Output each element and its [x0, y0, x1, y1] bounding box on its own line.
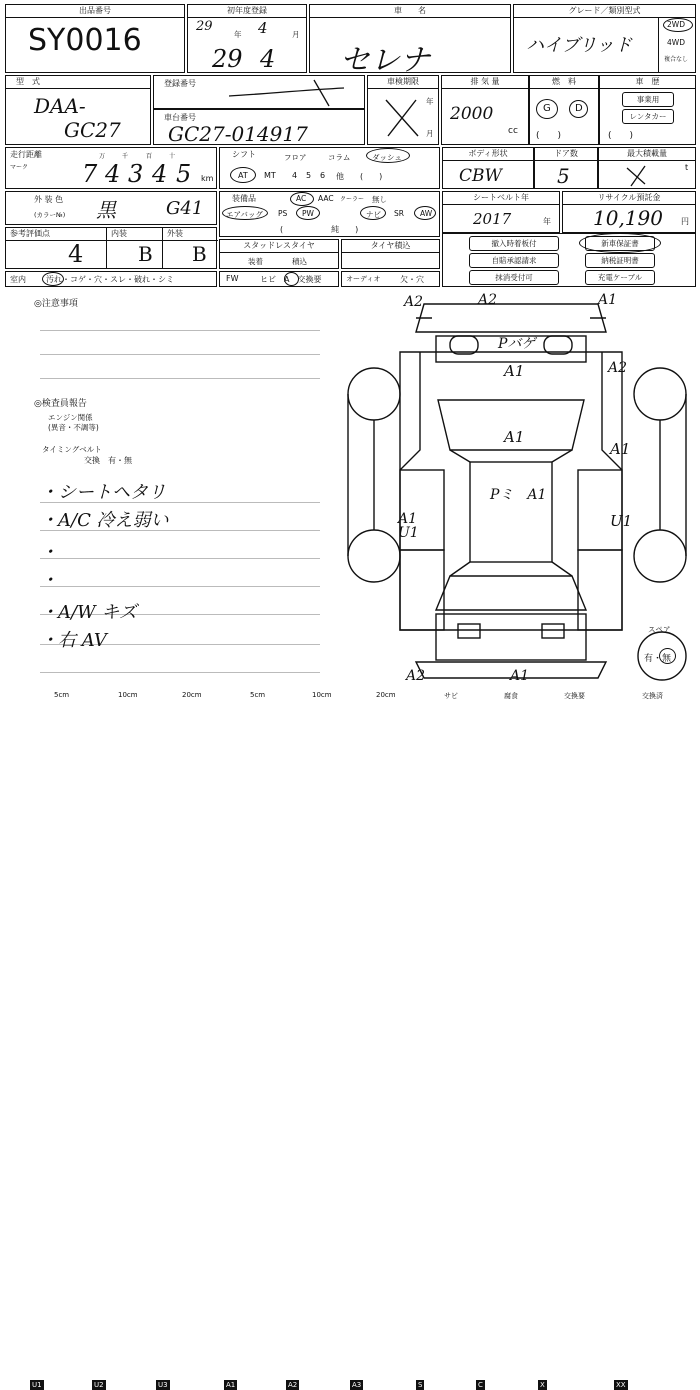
drive-4wd: 4WD: [667, 38, 685, 47]
fuel-d-circle: [569, 100, 588, 118]
model-name-box: [309, 4, 511, 78]
fuel-g-circle: [536, 99, 558, 119]
drive-other: 複合なし: [664, 56, 689, 63]
color-box: [5, 191, 217, 225]
dmg-mark-9: Pミ A1: [490, 487, 547, 503]
grade-label: グレード／類別型式: [514, 5, 695, 18]
dmg-mark-13: A1: [510, 668, 530, 684]
doors-label: ドア数: [535, 148, 597, 161]
spare-value: 有・無: [644, 654, 672, 664]
history-paren: ( ): [608, 131, 634, 141]
inspection-month-unit: 月: [426, 129, 434, 138]
color-label: 外 装 色: [34, 195, 64, 204]
capacity-cross: [623, 164, 653, 188]
grade-box: [513, 4, 696, 73]
scores-interior-label: 内装: [106, 228, 162, 241]
notes-line-3: [40, 378, 320, 379]
scores-label: 参考評価点: [6, 228, 106, 241]
capacity-unit: t: [685, 163, 689, 172]
lot-box: [5, 4, 185, 73]
reg-no-box: [153, 75, 365, 109]
legend-strip: [30, 690, 696, 1389]
legend-16: X: [540, 1381, 545, 1389]
equipment-none: 無し: [372, 195, 387, 204]
docs-box: [442, 233, 696, 287]
scores-overall: 4: [68, 240, 84, 268]
engine-sub: (異音・不調等): [48, 423, 99, 432]
recycle-value: 10,190: [593, 206, 663, 230]
remark-6: ・右 AV: [40, 630, 107, 651]
lot-number: SY0016: [28, 23, 142, 58]
fuel-g: G: [543, 103, 551, 114]
color-value: 黒: [96, 198, 116, 222]
spare-value-circle: [659, 648, 676, 664]
notes-line-1: [40, 330, 320, 331]
remark-2: ・A/C 冷え弱い: [40, 510, 169, 531]
doc-1-circle: [579, 233, 661, 253]
shift-4: 4: [292, 171, 298, 180]
shift-other: 他: [336, 172, 344, 181]
rear-window: [436, 576, 586, 610]
legend-14: C: [478, 1381, 483, 1389]
legend-4: U3: [158, 1381, 168, 1389]
doc-3: 納税証明書: [585, 253, 655, 268]
door-left-rear: [400, 550, 444, 630]
fuel-d: D: [575, 103, 583, 114]
fw-items: ヒビ A 交換要: [260, 275, 322, 284]
fuel-box: [529, 75, 599, 145]
front-bumper: [416, 304, 606, 332]
fuel-paren: ( ): [536, 131, 562, 141]
studless-opt2: 積込: [292, 257, 307, 266]
first-reg-year-small: 29: [196, 19, 213, 34]
model-name-value: セレナ: [340, 43, 430, 78]
seatbelt-unit: 年: [543, 217, 551, 226]
fw-box: [219, 271, 339, 287]
inspection-label: 車検期限: [368, 76, 438, 89]
doors-box: [534, 147, 598, 189]
equipment-navi: ナビ: [366, 210, 381, 219]
equipment-box: [219, 191, 440, 237]
inspection-box: [367, 75, 439, 145]
shift-floor: フロア: [284, 153, 307, 162]
lot-label: 出品番号: [6, 5, 184, 18]
grade-value: ハイブリッド: [526, 35, 633, 56]
tire-load-label: タイヤ積込: [342, 240, 439, 253]
equipment-aw: AW: [420, 209, 433, 218]
drive-2wd-circle: [663, 18, 693, 32]
audio-label: オーディオ: [346, 275, 381, 283]
chassis-label: 車台番号: [164, 113, 196, 122]
notes-line-2: [40, 354, 320, 355]
wheel-front-left: [348, 368, 400, 420]
notes-title: ◎注意事項: [34, 299, 78, 309]
dmg-mark-8: A1: [504, 428, 525, 446]
dmg-mark-5: A1: [504, 362, 525, 380]
body-type-value: CBW: [459, 166, 502, 186]
scores-box: [5, 227, 217, 269]
mileage-digit-2: 4: [105, 160, 121, 188]
mileage-digit-1: 7: [82, 160, 98, 188]
fw-label: FW: [226, 274, 239, 283]
fw-a-circle: [284, 272, 299, 286]
audio-items: 欠・穴: [400, 275, 424, 284]
legend-18: XX: [616, 1381, 626, 1389]
recycle-label: リサイクル預託金: [563, 192, 695, 205]
dmg-mark-12: A2: [406, 668, 426, 684]
drive-2wd: 2WD: [667, 20, 685, 29]
first-reg-month: 4: [260, 45, 276, 73]
legend-3: 10cm: [118, 691, 138, 699]
timing-sub: 交換 有・無: [84, 456, 132, 465]
fuel-label: 燃 料: [530, 76, 598, 89]
mileage-unit: km: [201, 174, 214, 183]
legend-10: A3: [352, 1381, 362, 1389]
chassis-value: GC27-014917: [168, 122, 308, 146]
equipment-pw-circle: [296, 206, 320, 220]
scores-exterior: B: [192, 242, 207, 266]
shift-extra: ( ): [360, 172, 383, 181]
color-code: G41: [166, 198, 204, 219]
wheel-front-right: [634, 368, 686, 420]
shift-label: シフト: [232, 150, 256, 159]
doc-1: 新車保証書: [585, 236, 655, 251]
model-name-label: 車 名: [310, 5, 510, 18]
door-right-front: [578, 470, 622, 550]
roof: [470, 462, 552, 562]
legend-1: 5cm: [54, 691, 70, 699]
shift-6: 6: [320, 171, 326, 180]
legend-2: U2: [94, 1381, 104, 1389]
scores-interior: B: [138, 242, 153, 266]
engine-label: エンジン関係: [48, 413, 93, 422]
remark-4: ・: [40, 570, 58, 591]
mileage-label: 走行距離: [10, 150, 42, 159]
inspector-title: ◎検査員報告: [34, 399, 87, 409]
scores-exterior-label: 外装: [162, 228, 218, 241]
dmg-mark-11: U1: [610, 512, 633, 530]
chassis-box: [153, 109, 365, 145]
type-line1: DAA-: [34, 94, 86, 118]
interior-cond-label: 室内: [10, 275, 26, 284]
reg-no-label: 登録番号: [164, 79, 196, 88]
dmg-mark-7: A1: [610, 440, 631, 458]
equipment-airbag: エアバッグ: [226, 210, 263, 219]
capacity-label: 最大積載量: [599, 148, 695, 161]
dmg-mark-2: A2: [478, 292, 498, 308]
capacity-box: [598, 147, 696, 189]
remark-3: ・: [40, 542, 58, 563]
body-type-label: ボディ形状: [443, 148, 533, 161]
remark-1: ・シートヘタリ: [40, 482, 166, 503]
equipment-aac: AAC: [318, 194, 334, 203]
displacement-label: 排 気 量: [442, 76, 528, 89]
inspection-year-unit: 年: [426, 97, 434, 106]
dmg-mark-3: A1: [598, 292, 618, 308]
equipment-airbag-circle: [222, 206, 268, 220]
headlight-right: [544, 336, 572, 354]
history-business: 事業用: [622, 92, 674, 107]
legend-12: S: [418, 1381, 423, 1389]
remark-5: ・A/W キズ: [40, 602, 137, 623]
shift-5: 5: [306, 171, 312, 180]
spare-label: スペア: [648, 625, 671, 634]
first-reg-year-unit: 年: [234, 30, 242, 39]
seatbelt-value: 2017: [473, 210, 512, 228]
mileage-digit-4: 4: [152, 160, 168, 188]
legend-19: 交換済: [642, 692, 663, 700]
studless-label: スタッドレスタイヤ: [220, 240, 338, 253]
equipment-navi-circle: [360, 206, 386, 220]
inspection-cross: [382, 96, 422, 140]
dmg-mark-6: A2: [608, 360, 628, 376]
displacement-box: [441, 75, 529, 145]
mileage-unit-1: 万: [99, 153, 106, 160]
type-label: 型 式: [6, 76, 150, 89]
recycle-box: [562, 191, 696, 233]
wheel-rear-left: [348, 530, 400, 582]
audio-box: [341, 271, 440, 287]
type-box: [5, 75, 151, 145]
first-reg-label: 初年度登録: [188, 5, 306, 18]
legend-15: 腐食: [504, 692, 518, 700]
studless-opt1: 装着: [248, 257, 263, 266]
wheel-rear-right: [634, 530, 686, 582]
legend-17: 交換要: [564, 692, 585, 700]
type-line2: GC27: [64, 118, 121, 142]
drive-col: [658, 18, 695, 72]
scores-divider-2: [162, 241, 163, 269]
displacement-value: 2000: [450, 104, 494, 124]
displacement-unit: cc: [508, 126, 518, 136]
legend-0: U1: [32, 1381, 42, 1389]
interior-cond-items: 汚れ・コゲ・穴・スレ・破れ・シミ: [46, 275, 174, 284]
doc-0: 撤入時着板付: [469, 236, 559, 251]
doc-4: 抹消受付可: [469, 270, 559, 285]
first-reg-month-unit: 月: [292, 30, 300, 39]
legend-8: A2: [288, 1381, 298, 1389]
equipment-ps: PS: [278, 209, 288, 218]
doc-2: 自賠承認請求: [469, 253, 559, 268]
scores-divider-1: [106, 241, 107, 269]
equipment-ac-circle: [290, 192, 314, 206]
dmg-mark-1: A2: [404, 294, 424, 310]
studless-box: [219, 239, 339, 269]
legend-11: 20cm: [376, 691, 396, 699]
history-box: [599, 75, 696, 145]
shift-dash: ダッシュ: [372, 153, 402, 162]
remarks-line-4: [40, 586, 320, 587]
equipment-ac: AC: [296, 194, 307, 203]
legend-6: A1: [226, 1381, 236, 1389]
first-reg-month-small: 4: [258, 19, 268, 37]
legend-7: 5cm: [250, 691, 266, 699]
first-reg-box: [187, 4, 307, 73]
interior-cond-circle: [42, 272, 64, 286]
equipment-label: 装備品: [232, 194, 256, 203]
headlight-left: [450, 336, 478, 354]
recycle-unit: 円: [681, 217, 689, 226]
legend-5: 20cm: [182, 691, 202, 699]
shift-dash-circle: [366, 148, 410, 163]
mileage-digit-5: 5: [176, 160, 192, 188]
mileage-box: [5, 147, 217, 189]
tire-load-box: [341, 239, 440, 269]
shift-at-circle: [230, 167, 256, 183]
timing-label: タイミングベルト: [42, 445, 102, 454]
mileage-unit-4: 十: [169, 153, 176, 160]
history-label: 車 歴: [600, 76, 695, 89]
shift-mt: MT: [264, 171, 276, 180]
equipment-cooler: クーラー: [340, 196, 365, 203]
shift-at: AT: [238, 171, 248, 180]
remarks-line-3: [40, 558, 320, 559]
shift-column: コラム: [328, 153, 351, 162]
equipment-pw: PW: [302, 209, 314, 218]
doc-5: 充電ケーブル: [585, 270, 655, 285]
door-right-rear: [578, 550, 622, 630]
body-type-box: [442, 147, 534, 189]
shift-box: [219, 147, 440, 189]
first-reg-year: 29: [212, 45, 243, 73]
seatbelt-label: シートベルト年: [443, 192, 559, 205]
legend-13: サビ: [444, 692, 458, 700]
seatbelt-box: [442, 191, 560, 233]
dmg-mark-4: Pバゲ: [498, 336, 536, 352]
reg-no-strike: [224, 78, 354, 108]
dmg-mark-10: A1 U1: [398, 511, 419, 541]
mileage-digit-3: 3: [128, 160, 144, 188]
legend-9: 10cm: [312, 691, 332, 699]
mileage-unit-2: 千: [122, 153, 129, 160]
color-sub: (カラー№): [34, 211, 66, 219]
equipment-aw-circle: [414, 206, 436, 220]
equipment-sr: SR: [394, 209, 404, 218]
equipment-row3: ( 純 ): [280, 225, 359, 234]
doors-value: 5: [557, 164, 570, 188]
interior-cond-box: [5, 271, 217, 287]
mileage-marks: マーク: [10, 164, 29, 171]
remarks-line-7: [40, 672, 320, 673]
history-rental: レンタカー: [622, 109, 674, 124]
mileage-unit-3: 百: [146, 153, 153, 160]
